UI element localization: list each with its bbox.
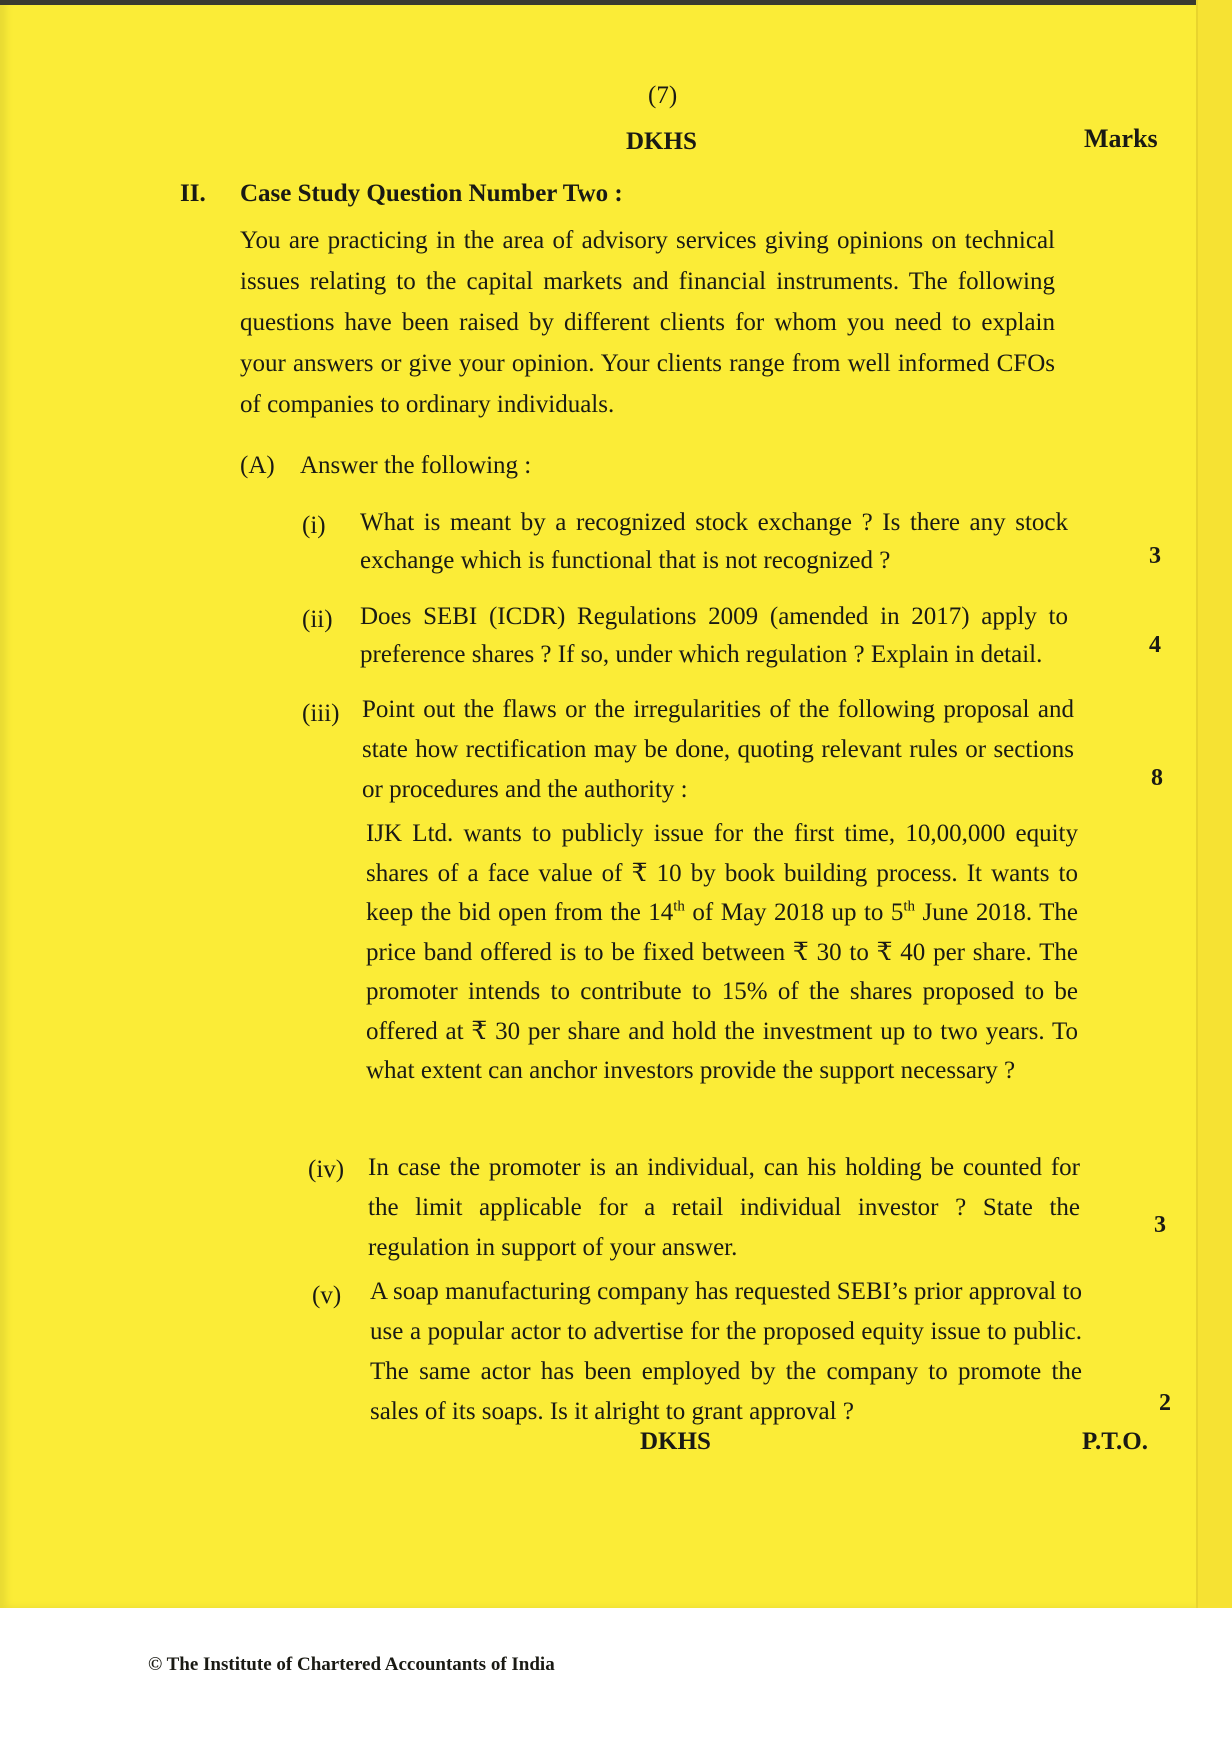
please-turn-over: P.T.O. — [1082, 1428, 1148, 1455]
question-marks: 2 — [1159, 1390, 1171, 1416]
question-number: (v) — [312, 1282, 342, 1309]
question-number: (i) — [302, 512, 326, 539]
question-marks: 3 — [1154, 1212, 1166, 1238]
question-marks: 4 — [1149, 632, 1161, 658]
part-a-label: (A) — [240, 452, 275, 479]
paper-code-header: DKHS — [626, 128, 697, 155]
question-marks: 3 — [1149, 543, 1161, 569]
page-edge — [1196, 0, 1232, 1608]
question-text: Does SEBI (ICDR) Regulations 2009 (amended in 2017) apply to preference shares ? If so, under which regulation ? Explain in detail. — [360, 603, 1068, 668]
case-text-part-2: of May 2018 up to 5 — [684, 899, 904, 926]
page-number: (7) — [648, 82, 678, 109]
section-title: Case Study Question Number Two : — [240, 180, 623, 207]
top-border-line — [0, 0, 1205, 5]
case-scenario-paragraph — [366, 814, 1078, 1091]
question-text: A soap manufacturing company has requested SEBI’s prior approval to use a popular actor to advertise for the proposed equity issue to public. The same actor has been employed by the company to promote the sales of its soaps. Is it alright to grant approval ? — [370, 1278, 1082, 1425]
case-intro-paragraph: You are practicing in the area of advisory services giving opinions on technical issues relating to the capital markets and financial instruments. The following questions have been raised by different clients for whom you need to explain your answers or give your opinion. Your clients range from well informed CFOs of companies to ordinary individuals. — [240, 227, 1055, 418]
marks-column-header: Marks — [1084, 124, 1158, 153]
ordinal-suffix: th — [673, 898, 685, 915]
part-a-instruction: Answer the following : — [300, 452, 532, 479]
section-number: II. — [180, 180, 206, 207]
question-number: (iii) — [302, 700, 340, 727]
question-text: What is meant by a recognized stock exchange ? Is there any stock exchange which is functional that is not recognized ? — [360, 509, 1068, 574]
case-text-part-1: IJK Ltd. wants to publicly issue for the first time, 10,00,000 equity shares of a face value of ₹ 10 by book building process. It wants to keep the bid open from the 14 — [366, 820, 1078, 926]
ordinal-suffix: th — [903, 898, 916, 915]
question-number: (ii) — [302, 606, 333, 633]
copyright-notice: © The Institute of Chartered Accountants of India — [148, 1654, 555, 1675]
case-text-part-3: June 2018. The price band offered is to be fixed between ₹ 30 to ₹ 40 per share. The promoter intends to contribute to 15% of the shares proposed to be offered at ₹ 30 per share and hold the investment up to two years. To what extent can anchor investors provide the support necessary ? — [366, 899, 1078, 1084]
question-text: In case the promoter is an individual, can his holding be counted for the limit applicable for a retail individual investor ? State the regulation in support of your answer. — [368, 1154, 1080, 1261]
question-marks: 8 — [1151, 765, 1163, 791]
question-text: Point out the flaws or the irregularities of the following proposal and state how rectification may be done, quoting relevant rules or sections or procedures and the authority : — [362, 696, 1074, 803]
question-number: (iv) — [308, 1156, 345, 1183]
paper-code-footer: DKHS — [640, 1428, 711, 1455]
